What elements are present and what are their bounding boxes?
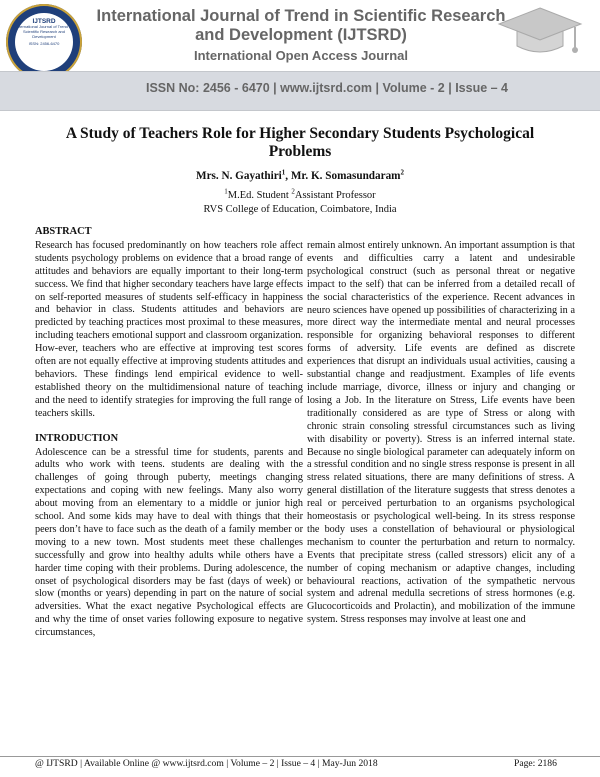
logo-ring-text: International Journal of Trend in Scientific Research and Development bbox=[15, 24, 73, 39]
introduction-heading: INTRODUCTION bbox=[35, 432, 119, 444]
issn-line: ISSN No: 2456 - 6470 | www.ijtsrd.com | Volume - 2 | Issue – 4 bbox=[146, 81, 509, 95]
left-column bbox=[35, 226, 303, 640]
footer-citation: @ IJTSRD | Available Online @ www.ijtsrd.com | Volume – 2 | Issue – 4 | May-Jun 2018 bbox=[35, 758, 378, 769]
author-2: Mr. K. Somasundaram bbox=[290, 170, 401, 182]
introduction-text: Adolescence can be a stressful time for students, parents and adults who work with teens. students are dealing with the challenges of going through puberty, meetings changing expectations and coping with new feelings. Many also worry about moving from an elementary to a middle or junior high school. And some kids may have to deal with things that their peers don’t have to face such as the death of a family member or moving to a new town. Most students meet these challenges successfully and grow into healthy adults while others have a harder time coping with their problems. During adolescence, the onset of psychological disorders may be fast (days of week) or slow (months or years) depending in part on the nature of social adversities. What the exact negative Psychological effects are and why the time of onset varies following exposure to negative circumstances, bbox=[35, 446, 303, 639]
institution: RVS College of Education, Coimbatore, India bbox=[203, 204, 397, 215]
graduation-cap-icon bbox=[497, 2, 583, 58]
logo-issn: ISSN: 2456-6470 bbox=[28, 41, 60, 46]
author-2-sup: 2 bbox=[400, 168, 404, 177]
journal-logo-inner bbox=[15, 13, 73, 71]
logo-name: IJTSRD bbox=[32, 18, 56, 25]
journal-subtitle: International Open Access Journal bbox=[193, 48, 409, 63]
journal-title: International Journal of Trend in Scientific Research and Development (IJTSRD) bbox=[96, 7, 506, 44]
right-column-text: remain almost entirely unknown. An important assumption is that events and difficulties carry a latent and undesirable psychological construct (such as personal threat or negative impact to the self) that can be inferred from a detailed recall of the social characteristics of the experience. Recent advances in neuro sciences have opened up possibilities of characterizing in a more direct way the intermediate mental and neural processes responsible for organizing behavioral responses to different forms of adversity. Life events are defined as discrete experiences that disrupt an individuals usual activities, causing a substantial change and readjustment. Examples of life events include marriage, divorce, illness or injury and changing or losing a Job. In the literature on Stress, Life events have been traditionally considered as are type of Stress or along with chronic strain consoling stressful circumstances such as living with disability or poverty). Stress is an inferred internal state. Because no single biological parameter can adequately inform on a stressful condition and no single stress response is present in all stress related situations, there are many definitions of stress. A general distillation of the literature suggests that stress denotes a real or perceived perturbation to an organisms psychological homeostasis or psychological well-being. In its stress response the body uses a constellation of behavioural or physiological mechanism to counter the perturbation and return to normalcy. Events that precipitate stress (called stressors) elicit any of a number of coping mechanism or adaptive changes, including behavioural reactions, activation of the sympathetic nervous system and adrenal medulla secretions of stress hormones (e.g. Glucocorticoids and Prolactin), and mobilization of the immune system. Stress responses may involve at least one and bbox=[307, 240, 575, 626]
author-1: Mrs. N. Gayathiri bbox=[196, 170, 282, 182]
affil-sup-1: 1 bbox=[224, 187, 228, 196]
affiliation-roles bbox=[40, 189, 560, 203]
author-line bbox=[40, 170, 560, 182]
page-number: Page: 2186 bbox=[514, 758, 557, 769]
journal-logo bbox=[6, 4, 82, 80]
abstract-heading: ABSTRACT bbox=[35, 226, 92, 237]
paper-title: A Study of Teachers Role for Higher Secondary Students Psychological Problems bbox=[65, 125, 535, 160]
affiliation bbox=[40, 189, 560, 217]
author-1-sup: 1 bbox=[281, 168, 286, 177]
affil-role-1: M.Ed. Student bbox=[227, 190, 292, 201]
abstract-text: Research has focused predominantly on how teachers role affect students psychology problems on evidence that a broad range of attitudes and behaviors are equally important to their long-term success. We find that higher secondary teachers have large effects on self-reported measures of students self-efficacy in happiness and behavior in class. Students attitudes and behaviors are predicted by teaching practices most proximal to these measures, including teachers emotional support and classroom organization. How-ever, teachers who are effective at improving test scores often are not equally effective at improving students attitudes and behaviors. These findings lend empirical evidence to well-established theory on the multidimensional nature of teaching and the need to identify strategies for improving the full range of teachers skills. bbox=[35, 239, 303, 419]
author-separator: , bbox=[285, 170, 291, 182]
affil-role-2: Assistant Professor bbox=[294, 190, 376, 201]
affil-sup-2: 2 bbox=[291, 187, 295, 196]
right-column bbox=[307, 240, 575, 627]
